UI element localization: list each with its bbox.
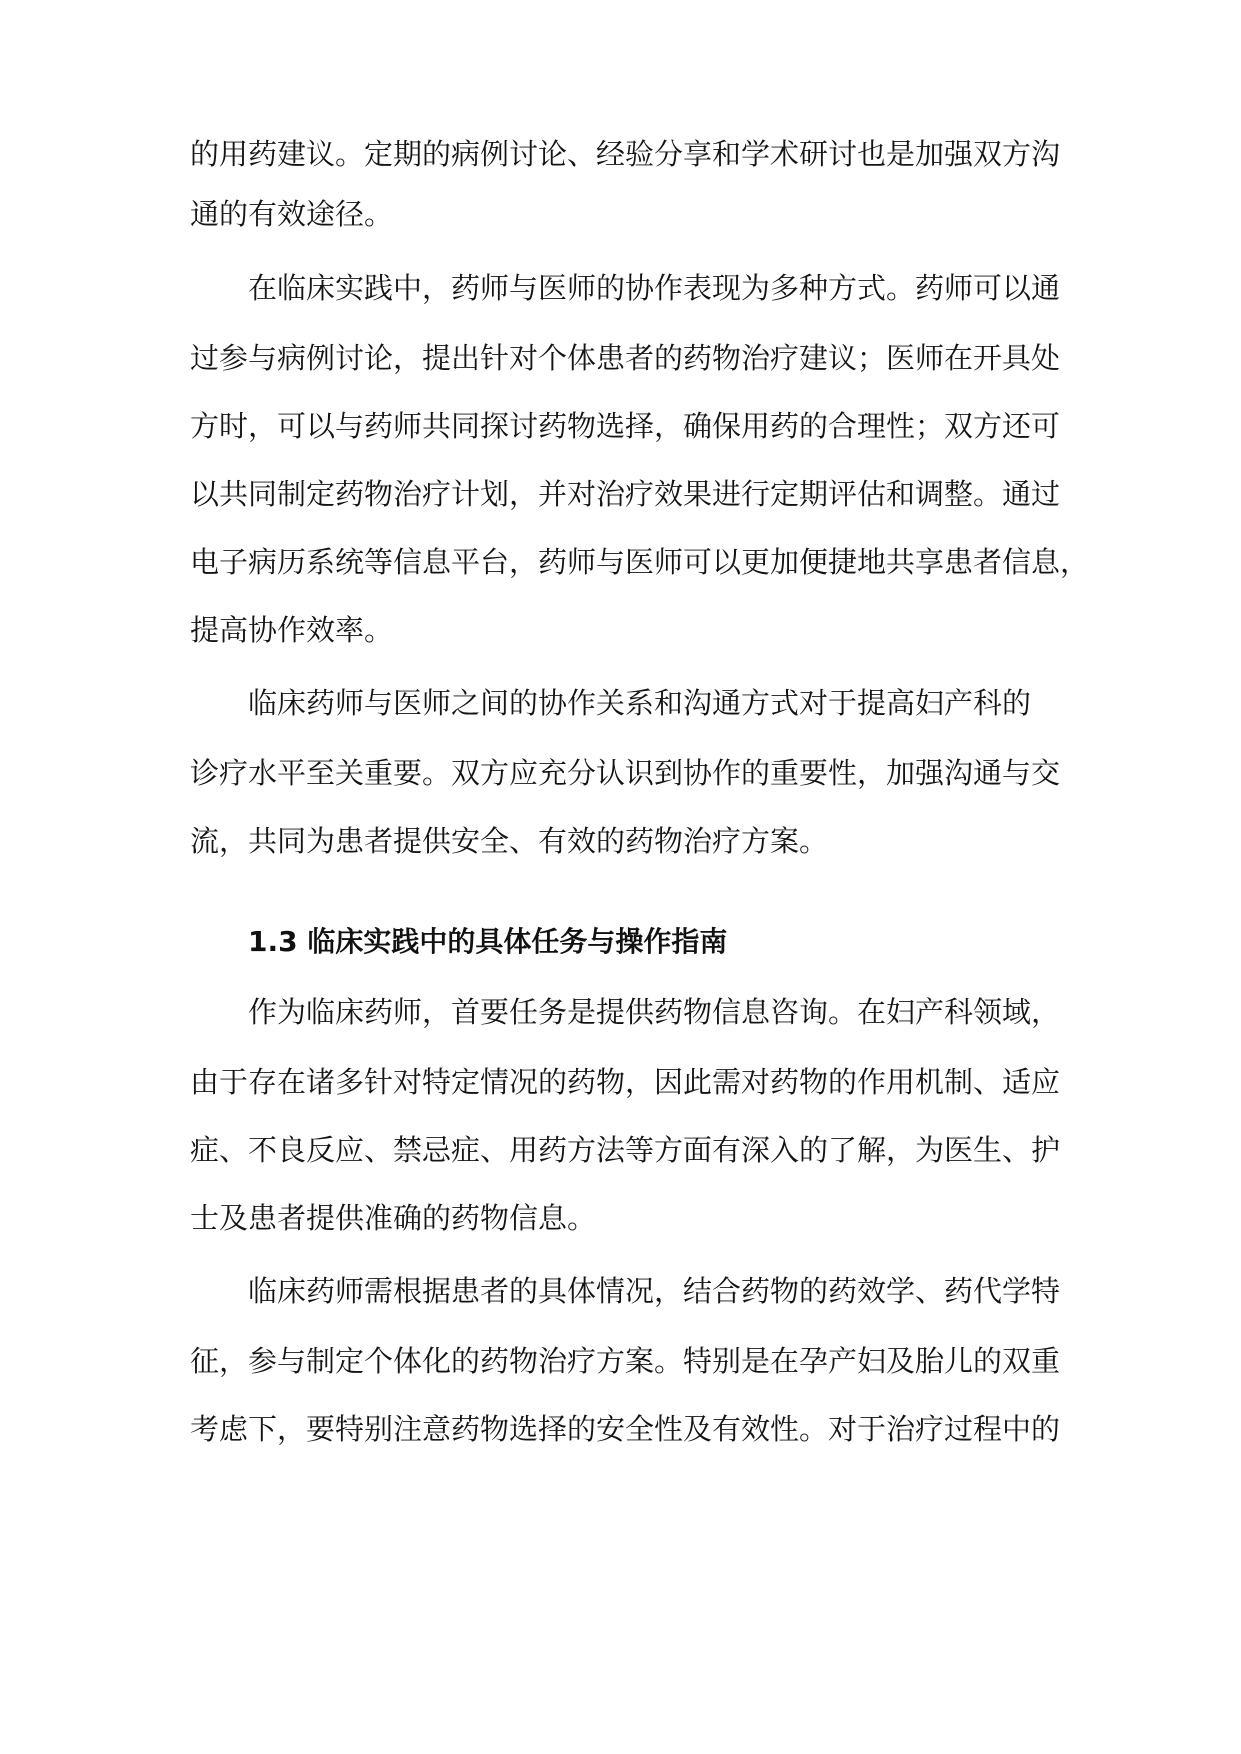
body-text-line: 考虑下，要特别注意药物选择的安全性及有效性。对于治疗过程中的 bbox=[190, 1412, 1061, 1446]
body-text-line: 电子病历系统等信息平台，药师与医师可以更加便捷地共享患者信息， bbox=[190, 545, 1090, 579]
body-text-line: 士及患者提供准确的药物信息。 bbox=[190, 1201, 597, 1235]
paragraph-first-line: 临床药师需根据患者的具体情况，结合药物的药效学、药代学特 bbox=[248, 1274, 1061, 1308]
section-heading: 1.3 临床实践中的具体任务与操作指南 bbox=[248, 925, 728, 958]
body-text-line: 通的有效途径。 bbox=[190, 197, 394, 231]
body-text-line: 提高协作效率。 bbox=[190, 613, 394, 647]
body-text-line: 征，参与制定个体化的药物治疗方案。特别是在孕产妇及胎儿的双重 bbox=[190, 1344, 1061, 1378]
body-text-line: 方时，可以与药师共同探讨药物选择，确保用药的合理性；双方还可 bbox=[190, 409, 1061, 443]
paragraph-first-line: 临床药师与医师之间的协作关系和沟通方式对于提高妇产科的 bbox=[248, 686, 1032, 720]
body-text-line: 症、不良反应、禁忌症、用药方法等方面有深入的了解，为医生、护 bbox=[190, 1133, 1061, 1167]
paragraph-first-line: 在临床实践中，药师与医师的协作表现为多种方式。药师可以通 bbox=[248, 271, 1061, 305]
body-text-line: 由于存在诸多针对特定情况的药物，因此需对药物的作用机制、适应 bbox=[190, 1065, 1061, 1099]
body-text-line: 的用药建议。定期的病例讨论、经验分享和学术研讨也是加强双方沟 bbox=[190, 137, 1061, 171]
body-text-line: 以共同制定药物治疗计划，并对治疗效果进行定期评估和调整。通过 bbox=[190, 477, 1061, 511]
body-text-line: 过参与病例讨论，提出针对个体患者的药物治疗建议；医师在开具处 bbox=[190, 341, 1061, 375]
paragraph-first-line: 作为临床药师，首要任务是提供药物信息咨询。在妇产科领域， bbox=[248, 995, 1061, 1029]
body-text-line: 诊疗水平至关重要。双方应充分认识到协作的重要性，加强沟通与交 bbox=[190, 756, 1061, 790]
body-text-line: 流，共同为患者提供安全、有效的药物治疗方案。 bbox=[190, 824, 829, 858]
